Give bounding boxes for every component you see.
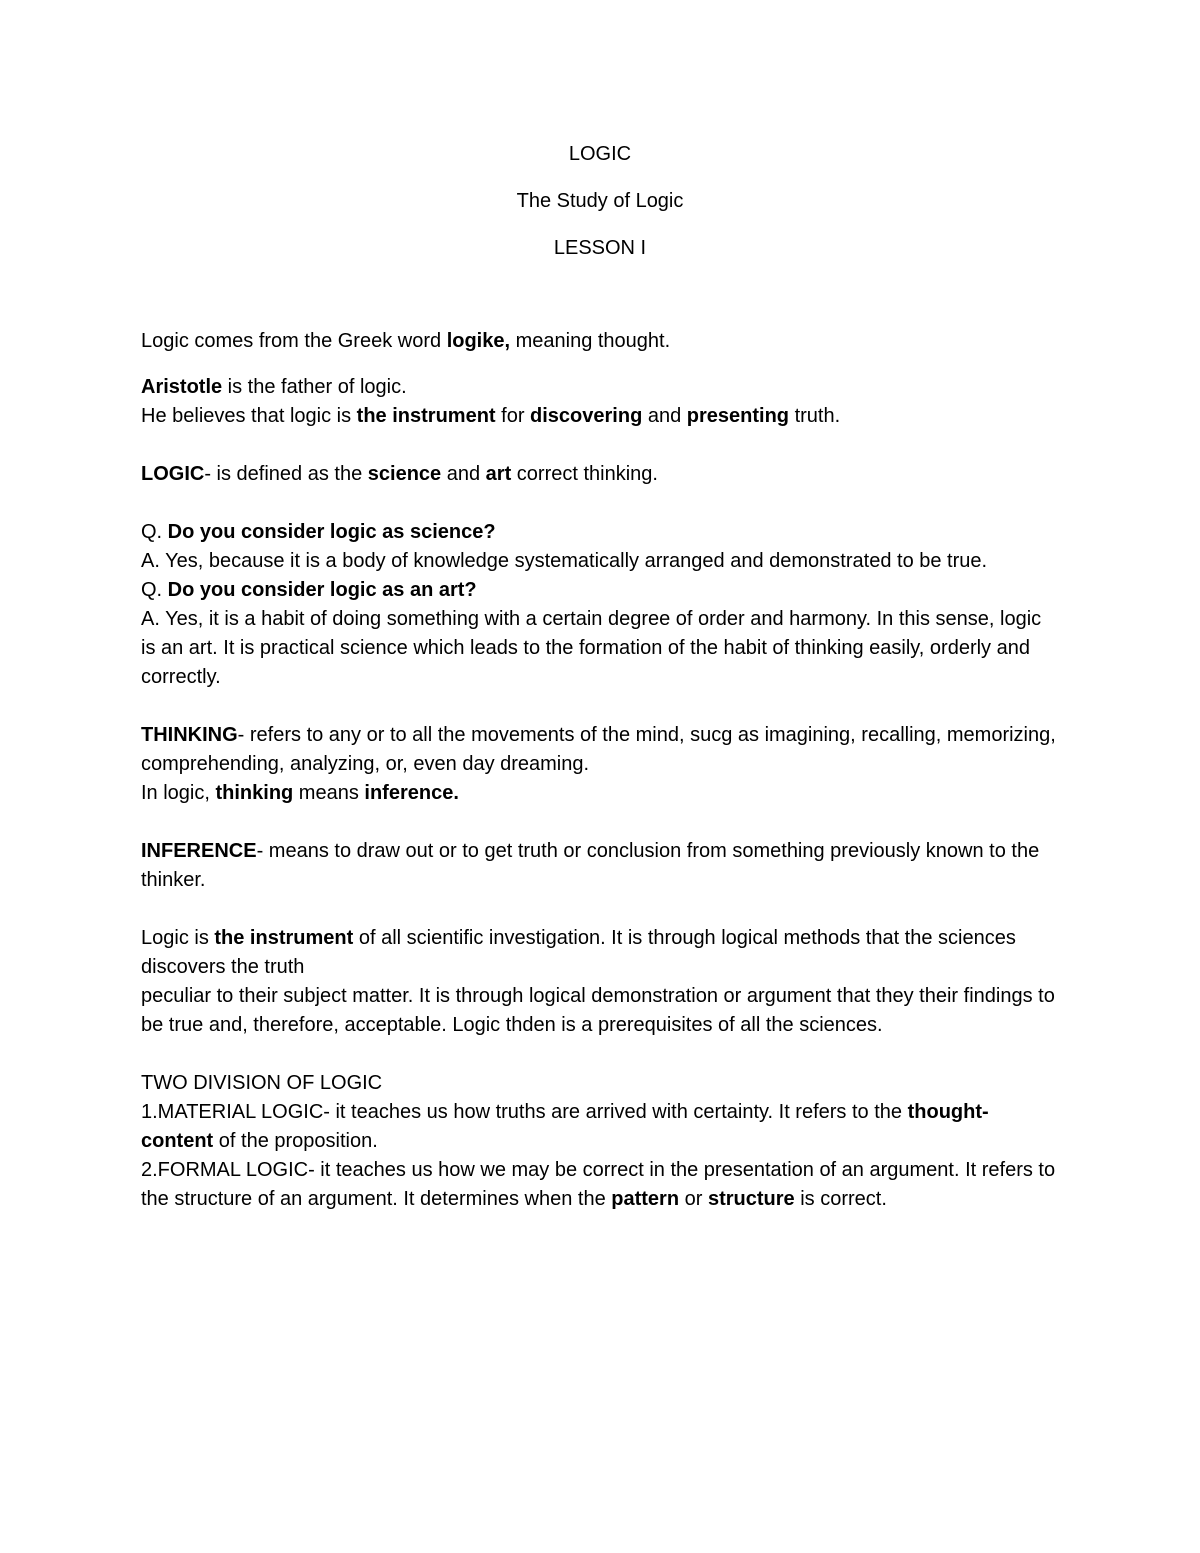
document-page	[141, 140, 1056, 1214]
paragraph-inference: INFERENCE- means to draw out or to get truth or conclusion from something previously known to the thinker.	[141, 840, 1040, 891]
paragraph-logic-definition: LOGIC- is defined as the science and art correct thinking.	[141, 463, 658, 485]
paragraph-thinking: THINKING- refers to any or to all the movements of the mind, sucg as imagining, recalling, memorizing, comprehending, analyzing, or, even day dreaming. In logic, thinking means inference.	[141, 724, 1056, 804]
answer-1: A. Yes, because it is a body of knowledge systematically arranged and demonstrated to be true.	[141, 550, 988, 572]
document-title: LOGIC	[568, 143, 632, 165]
paragraph-aristotle: Aristotle is the father of logic. He believes that logic is the instrument for discovering and presenting truth.	[141, 376, 841, 427]
divisions-section	[141, 1069, 1056, 1214]
document-header	[0, 140, 1200, 263]
document-subtitle: The Study of Logic	[516, 190, 684, 212]
paragraph-etymology: Logic comes from the Greek word logike, meaning thought.	[141, 330, 671, 352]
paragraph-instrument: Logic is the instrument of all scientific investigation. It is through logical methods that the sciences discovers the truth peculiar to their subject matter. It is through logical demonstration or argument that they their findings to be true and, therefore, acceptable. Logic thden is a prerequisites of all the sciences.	[141, 927, 1055, 1036]
division-item-formal: 2.FORMAL LOGIC- it teaches us how we may be correct in the presentation of an argument. It refers to the structure of an argument. It determines when the pattern or structure is correct.	[141, 1159, 1056, 1210]
qa-section	[141, 518, 1056, 692]
divisions-title: TWO DIVISION OF LOGIC	[141, 1072, 383, 1094]
lesson-label: LESSON I	[553, 237, 647, 259]
answer-2: A. Yes, it is a habit of doing something with a certain degree of order and harmony. In this sense, logic is an art. It is practical science which leads to the formation of the habit of thinking easily, orderly and correctly.	[141, 608, 1042, 688]
question-2: Q. Do you consider logic as an art?	[141, 579, 477, 601]
question-1: Q. Do you consider logic as science?	[141, 521, 496, 543]
division-item-material: 1.MATERIAL LOGIC- it teaches us how truths are arrived with certainty. It refers to the thought-content of the proposition.	[141, 1101, 989, 1152]
